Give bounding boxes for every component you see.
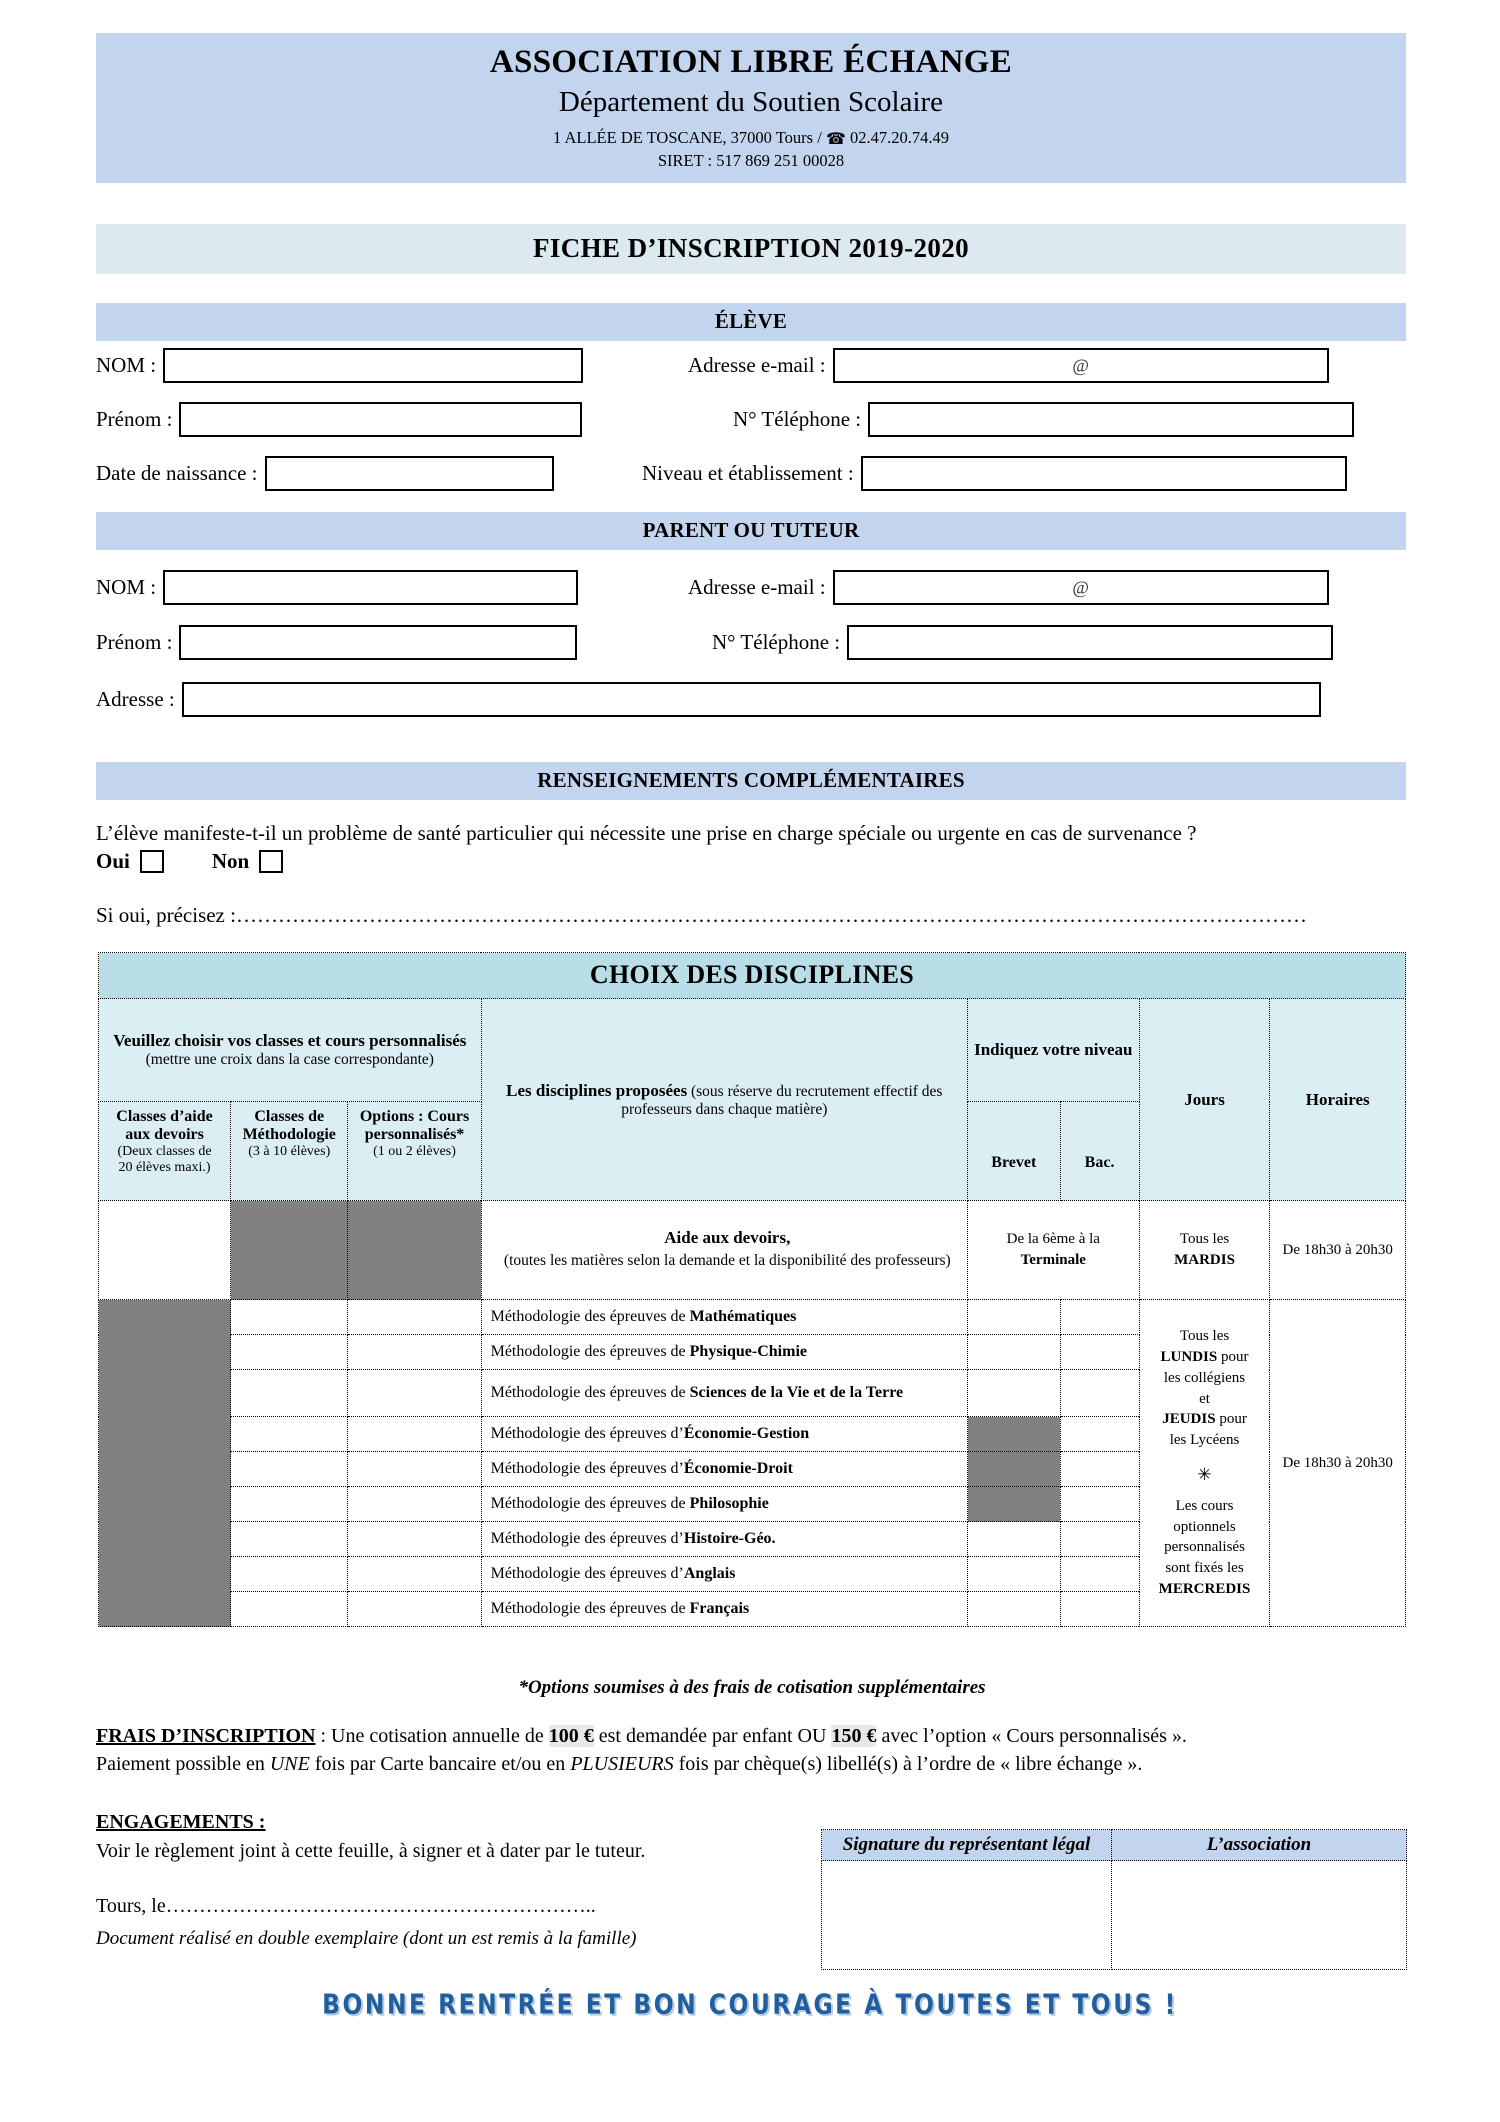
- jours-line-1: Tous les: [1179, 1328, 1230, 1345]
- eleve-telephone-label: N° Téléphone :: [733, 407, 862, 431]
- bac-checkbox-cell[interactable]: [1060, 1370, 1139, 1417]
- organization-address: [96, 127, 1406, 150]
- parent-nom-input[interactable]: [163, 570, 578, 605]
- brevet-blocked-cell: [968, 1452, 1061, 1487]
- section-header-parent: PARENT OU TUTEUR: [96, 512, 1406, 550]
- aide-checkbox-cell[interactable]: [99, 1201, 231, 1300]
- section-header-eleve: ÉLÈVE: [96, 303, 1406, 341]
- options-checkbox-cell[interactable]: [348, 1487, 481, 1522]
- phone-number: 02.47.20.74.49: [850, 127, 949, 147]
- organization-name: ASSOCIATION LIBRE ÉCHANGE: [489, 44, 1013, 80]
- disciplines-table: [98, 952, 1406, 1627]
- fees-line1-b: est demandée par enfant OU: [593, 1725, 832, 1747]
- signature-legal-field[interactable]: [822, 1861, 1112, 1970]
- options-checkbox-cell[interactable]: [348, 1522, 481, 1557]
- signature-association-field[interactable]: [1112, 1861, 1407, 1970]
- aide-jours-line2: MARDIS: [1174, 1252, 1235, 1268]
- metho-checkbox-cell[interactable]: [231, 1487, 348, 1522]
- options-checkbox-cell[interactable]: [348, 1557, 481, 1592]
- engagements-text: Voir le règlement joint à cette feuille, à signer et à dater par le tuteur.: [96, 1840, 646, 1862]
- health-answer-row: [96, 849, 283, 874]
- brevet-checkbox-cell[interactable]: [968, 1335, 1061, 1370]
- jours-line-2: [1143, 1347, 1267, 1368]
- options-line2: personnalisés*: [364, 1126, 465, 1143]
- aide-niveau-line1: De la 6ème à la: [1006, 1231, 1100, 1247]
- engagements-label: ENGAGEMENTS :: [96, 1811, 266, 1833]
- discipline-prefix: Méthodologie des épreuves d’: [490, 1529, 684, 1547]
- eleve-niveau-row: [642, 456, 1347, 491]
- discipline-name: [481, 1557, 967, 1592]
- options-line3: (1 ou 2 élèves): [373, 1144, 456, 1159]
- discipline-prefix: Méthodologie des épreuves de: [490, 1494, 690, 1512]
- yes-label: Oui: [96, 849, 130, 873]
- classes-methodologie-header: [231, 1102, 348, 1201]
- choose-classes-header: [99, 999, 482, 1102]
- eleve-naissance-row: [96, 456, 554, 491]
- jours-line-6: les Lycéens: [1169, 1431, 1240, 1448]
- discipline-subject: Économie-Gestion: [683, 1424, 810, 1442]
- jours-lundis: LUNDIS: [1160, 1349, 1218, 1366]
- bac-checkbox-cell[interactable]: [1060, 1417, 1139, 1452]
- parent-prenom-input[interactable]: [179, 625, 577, 660]
- parent-adresse-input[interactable]: [182, 682, 1321, 717]
- options-cours-header: [348, 1102, 481, 1201]
- aide-niveau-cell: [968, 1201, 1140, 1300]
- payment-a: Paiement possible en: [96, 1753, 270, 1776]
- jours-jeudis-suffix: pour: [1215, 1411, 1247, 1428]
- options-checkbox-cell[interactable]: [348, 1452, 481, 1487]
- options-footnote: *Options soumises à des frais de cotisation supplémentaires: [518, 1677, 986, 1698]
- jours-jeudis: JEUDIS: [1162, 1411, 1216, 1428]
- brevet-blocked-cell: [968, 1417, 1061, 1452]
- discipline-name: [481, 1370, 967, 1417]
- eleve-email-input[interactable]: [833, 348, 1329, 383]
- discipline-subject: Physique-Chimie: [689, 1342, 807, 1360]
- fees-amount-2: 150 €: [831, 1725, 877, 1747]
- brevet-column-header: Brevet: [968, 1102, 1061, 1201]
- jours-line-11: MERCREDIS: [1158, 1580, 1251, 1597]
- bac-column-header: Bac.: [1060, 1102, 1139, 1201]
- eleve-nom-row: [96, 348, 583, 383]
- aide-niveau-line2: Terminale: [1020, 1252, 1086, 1268]
- eleve-prenom-label: Prénom :: [96, 407, 173, 431]
- disciplines-column-header: [481, 999, 967, 1201]
- discipline-prefix: Méthodologie des épreuves de: [490, 1383, 690, 1401]
- eleve-prenom-row: [96, 402, 582, 437]
- classes-aide-line4: 20 élèves maxi.): [118, 1160, 211, 1175]
- parent-prenom-label: Prénom :: [96, 630, 173, 654]
- metho-jours-cell: [1139, 1300, 1270, 1627]
- table-title-row: [99, 953, 1406, 999]
- parent-nom-row: [96, 570, 578, 605]
- metho-checkbox-cell[interactable]: [231, 1300, 348, 1335]
- parent-nom-label: NOM :: [96, 575, 157, 599]
- fees-amount-1: 100 €: [548, 1725, 594, 1747]
- jours-line-7: Les cours: [1175, 1498, 1234, 1515]
- eleve-nom-input[interactable]: [163, 348, 583, 383]
- parent-prenom-row: [96, 625, 577, 660]
- closing-greeting: BONNE RENTRÉE ET BON COURAGE À TOUTES ET TOUS !: [322, 1989, 1178, 2021]
- discipline-prefix: Méthodologie des épreuves d’: [490, 1424, 684, 1442]
- classes-aide-line3: (Deux classes de: [117, 1144, 212, 1159]
- payment-plusieurs: PLUSIEURS: [570, 1753, 674, 1776]
- aide-discipline-name: [481, 1201, 967, 1300]
- metho-checkbox-cell[interactable]: [231, 1522, 348, 1557]
- eleve-email-label: Adresse e-mail :: [688, 353, 826, 377]
- metho-checkbox-cell[interactable]: [231, 1592, 348, 1627]
- eleve-telephone-input[interactable]: [868, 402, 1354, 437]
- eleve-niveau-label: Niveau et établissement :: [642, 461, 854, 485]
- metho-checkbox-cell[interactable]: [231, 1335, 348, 1370]
- brevet-checkbox-cell[interactable]: [968, 1557, 1061, 1592]
- aide-name-bold: Aide aux devoirs,: [664, 1228, 791, 1248]
- disciplines-table-wrapper: [98, 952, 1406, 1627]
- aide-metho-blocked-cell: [231, 1201, 348, 1300]
- eleve-prenom-input[interactable]: [179, 402, 582, 437]
- jours-line-8: optionnels: [1173, 1518, 1236, 1535]
- options-checkbox-cell[interactable]: [348, 1335, 481, 1370]
- engagements-block: [96, 1808, 645, 1866]
- metho-checkbox-cell[interactable]: [231, 1557, 348, 1592]
- tours-date-line[interactable]: Tours, le………………………………………………………..: [96, 1895, 596, 1917]
- options-checkbox-cell[interactable]: [348, 1592, 481, 1627]
- jours-line-5: [1143, 1409, 1267, 1430]
- department-name: Département du Soutien Scolaire: [558, 85, 944, 118]
- horaires-column-header: Horaires: [1270, 999, 1406, 1201]
- signature-header-row: [822, 1830, 1407, 1861]
- options-checkbox-cell[interactable]: [348, 1417, 481, 1452]
- eleve-nom-label: NOM :: [96, 353, 157, 377]
- bac-checkbox-cell[interactable]: [1060, 1300, 1139, 1335]
- parent-telephone-label: N° Téléphone :: [712, 630, 841, 654]
- at-symbol-icon: @: [1072, 577, 1089, 597]
- page-title: FICHE D’INSCRIPTION 2019-2020: [96, 224, 1406, 274]
- jours-column-header: Jours: [1139, 999, 1270, 1201]
- eleve-email-row: [688, 348, 1329, 383]
- classes-metho-line2: Méthodologie: [242, 1126, 336, 1143]
- brevet-checkbox-cell[interactable]: [968, 1522, 1061, 1557]
- discipline-subject: Philosophie: [689, 1494, 769, 1512]
- no-checkbox[interactable]: [259, 850, 283, 873]
- metho-checkbox-cell[interactable]: [231, 1452, 348, 1487]
- aide-jours-line1: Tous les: [1179, 1231, 1230, 1248]
- options-line1: Options : Cours: [359, 1108, 470, 1125]
- metho-aide-blocked-cell: [99, 1300, 231, 1627]
- fees-paragraph: [96, 1722, 1416, 1779]
- discipline-subject: Anglais: [683, 1564, 736, 1582]
- bac-checkbox-cell[interactable]: [1060, 1452, 1139, 1487]
- eleve-telephone-row: [733, 402, 1354, 437]
- parent-adresse-label: Adresse :: [96, 687, 175, 711]
- bac-checkbox-cell[interactable]: [1060, 1557, 1139, 1592]
- discipline-name: [481, 1417, 967, 1452]
- classes-aide-line1: Classes d’aide: [116, 1108, 213, 1125]
- table-row: [99, 1201, 1406, 1300]
- parent-telephone-input[interactable]: [847, 625, 1333, 660]
- double-exemplaire-note: Document réalisé en double exemplaire (dont un est remis à la famille): [96, 1928, 637, 1949]
- discipline-prefix: Méthodologie des épreuves de: [490, 1599, 690, 1617]
- discipline-subject: Économie-Droit: [683, 1459, 793, 1477]
- address-text: 1 ALLÉE DE TOSCANE, 37000 Tours /: [553, 127, 822, 147]
- classes-metho-line3: (3 à 10 élèves): [248, 1144, 331, 1159]
- discipline-name: [481, 1452, 967, 1487]
- options-checkbox-cell[interactable]: [348, 1370, 481, 1417]
- health-details-line[interactable]: Si oui, précisez :………………………………………………………………………………………………………………………………………: [96, 903, 1307, 927]
- bac-checkbox-cell[interactable]: [1060, 1522, 1139, 1557]
- parent-email-label: Adresse e-mail :: [688, 575, 826, 599]
- fees-line1-a: : Une cotisation annuelle de: [315, 1725, 549, 1747]
- at-symbol-icon: @: [1072, 355, 1089, 375]
- aide-horaires-cell: De 18h30 à 20h30: [1270, 1201, 1406, 1300]
- choose-classes-sub: (mettre une croix dans la case correspondante): [145, 1051, 434, 1068]
- aide-options-blocked-cell: [348, 1201, 481, 1300]
- brevet-checkbox-cell[interactable]: [968, 1300, 1061, 1335]
- fees-payment-line: [96, 1750, 1416, 1778]
- brevet-blocked-cell: [968, 1487, 1061, 1522]
- signature-body-row: [822, 1861, 1407, 1970]
- signature-legal-header: Signature du représentant légal: [822, 1830, 1112, 1861]
- parent-email-row: [688, 570, 1329, 605]
- metho-checkbox-cell[interactable]: [231, 1370, 348, 1417]
- table-header-row-1: [99, 999, 1406, 1102]
- bac-checkbox-cell[interactable]: [1060, 1592, 1139, 1627]
- jours-line-9: personnalisés: [1164, 1539, 1245, 1556]
- bac-checkbox-cell[interactable]: [1060, 1335, 1139, 1370]
- brevet-checkbox-cell[interactable]: [968, 1592, 1061, 1627]
- parent-adresse-row: [96, 682, 1321, 717]
- payment-b: fois par Carte bancaire et/ou en: [309, 1753, 571, 1776]
- discipline-subject: Histoire-Géo.: [683, 1529, 776, 1547]
- discipline-name: [481, 1592, 967, 1627]
- yes-checkbox[interactable]: [140, 850, 164, 873]
- discipline-name: [481, 1300, 967, 1335]
- eleve-niveau-input[interactable]: [861, 456, 1347, 491]
- asterisk-icon: ✳: [1197, 1464, 1212, 1484]
- disciplines-title: CHOIX DES DISCIPLINES: [99, 953, 1406, 999]
- siret-number: SIRET : 517 869 251 00028: [657, 150, 845, 170]
- fees-label: FRAIS D’INSCRIPTION: [96, 1725, 316, 1747]
- signature-association-header: L’association: [1112, 1830, 1407, 1861]
- brevet-checkbox-cell[interactable]: [968, 1370, 1061, 1417]
- discipline-prefix: Méthodologie des épreuves d’: [490, 1459, 684, 1477]
- jours-line-4: et: [1199, 1390, 1210, 1407]
- telephone-icon: ☎: [825, 130, 846, 148]
- jours-line-3: les collégiens: [1163, 1369, 1246, 1386]
- discipline-name: [481, 1522, 967, 1557]
- disciplines-header-bold: Les disciplines proposées: [506, 1080, 688, 1100]
- section-header-renseignements: RENSEIGNEMENTS COMPLÉMENTAIRES: [96, 762, 1406, 800]
- jours-line-10: sont fixés les: [1165, 1560, 1244, 1577]
- discipline-subject: Mathématiques: [689, 1307, 797, 1325]
- no-label: Non: [211, 849, 250, 873]
- classes-aide-line2: aux devoirs: [125, 1126, 204, 1143]
- table-row: [99, 1300, 1406, 1335]
- payment-une: UNE: [269, 1753, 310, 1776]
- eleve-naissance-label: Date de naissance :: [96, 461, 258, 485]
- discipline-name: [481, 1335, 967, 1370]
- aide-name-rest: (toutes les matières selon la demande et la disponibilité des professeurs): [503, 1252, 951, 1270]
- fees-line1-c: avec l’option « Cours personnalisés ».: [876, 1725, 1187, 1747]
- aide-jours-cell: [1139, 1201, 1270, 1300]
- masthead-banner: [96, 33, 1406, 183]
- parent-email-input[interactable]: [833, 570, 1329, 605]
- disciplines-header-rest: (sous réserve du recrutement effectif des professeurs dans chaque matière): [621, 1082, 943, 1118]
- choose-classes-main: Veuillez choisir vos classes et cours personnalisés: [113, 1031, 467, 1050]
- bac-checkbox-cell[interactable]: [1060, 1487, 1139, 1522]
- discipline-prefix: Méthodologie des épreuves d’: [490, 1564, 684, 1582]
- classes-metho-line1: Classes de: [254, 1108, 325, 1125]
- discipline-subject: Sciences de la Vie et de la Terre: [689, 1383, 904, 1401]
- discipline-prefix: Méthodologie des épreuves de: [490, 1342, 690, 1360]
- payment-c: fois par chèque(s) libellé(s) à l’ordre de « libre échange ».: [673, 1753, 1143, 1776]
- signature-table: [821, 1829, 1407, 1970]
- niveau-column-header: Indiquez votre niveau: [968, 999, 1140, 1102]
- metho-checkbox-cell[interactable]: [231, 1417, 348, 1452]
- parent-telephone-row: [712, 625, 1333, 660]
- discipline-subject: Français: [689, 1599, 750, 1617]
- options-checkbox-cell[interactable]: [348, 1300, 481, 1335]
- discipline-prefix: Méthodologie des épreuves de: [490, 1307, 690, 1325]
- eleve-naissance-input[interactable]: [265, 456, 554, 491]
- discipline-name: [481, 1487, 967, 1522]
- health-question: L’élève manifeste-t-il un problème de santé particulier qui nécessite une prise en charge spéciale ou urgente en cas de survenance ?: [96, 821, 1197, 845]
- jours-lundis-suffix: pour: [1217, 1349, 1249, 1366]
- classes-aide-header: [99, 1102, 231, 1201]
- metho-horaires-cell: De 18h30 à 20h30: [1270, 1300, 1406, 1627]
